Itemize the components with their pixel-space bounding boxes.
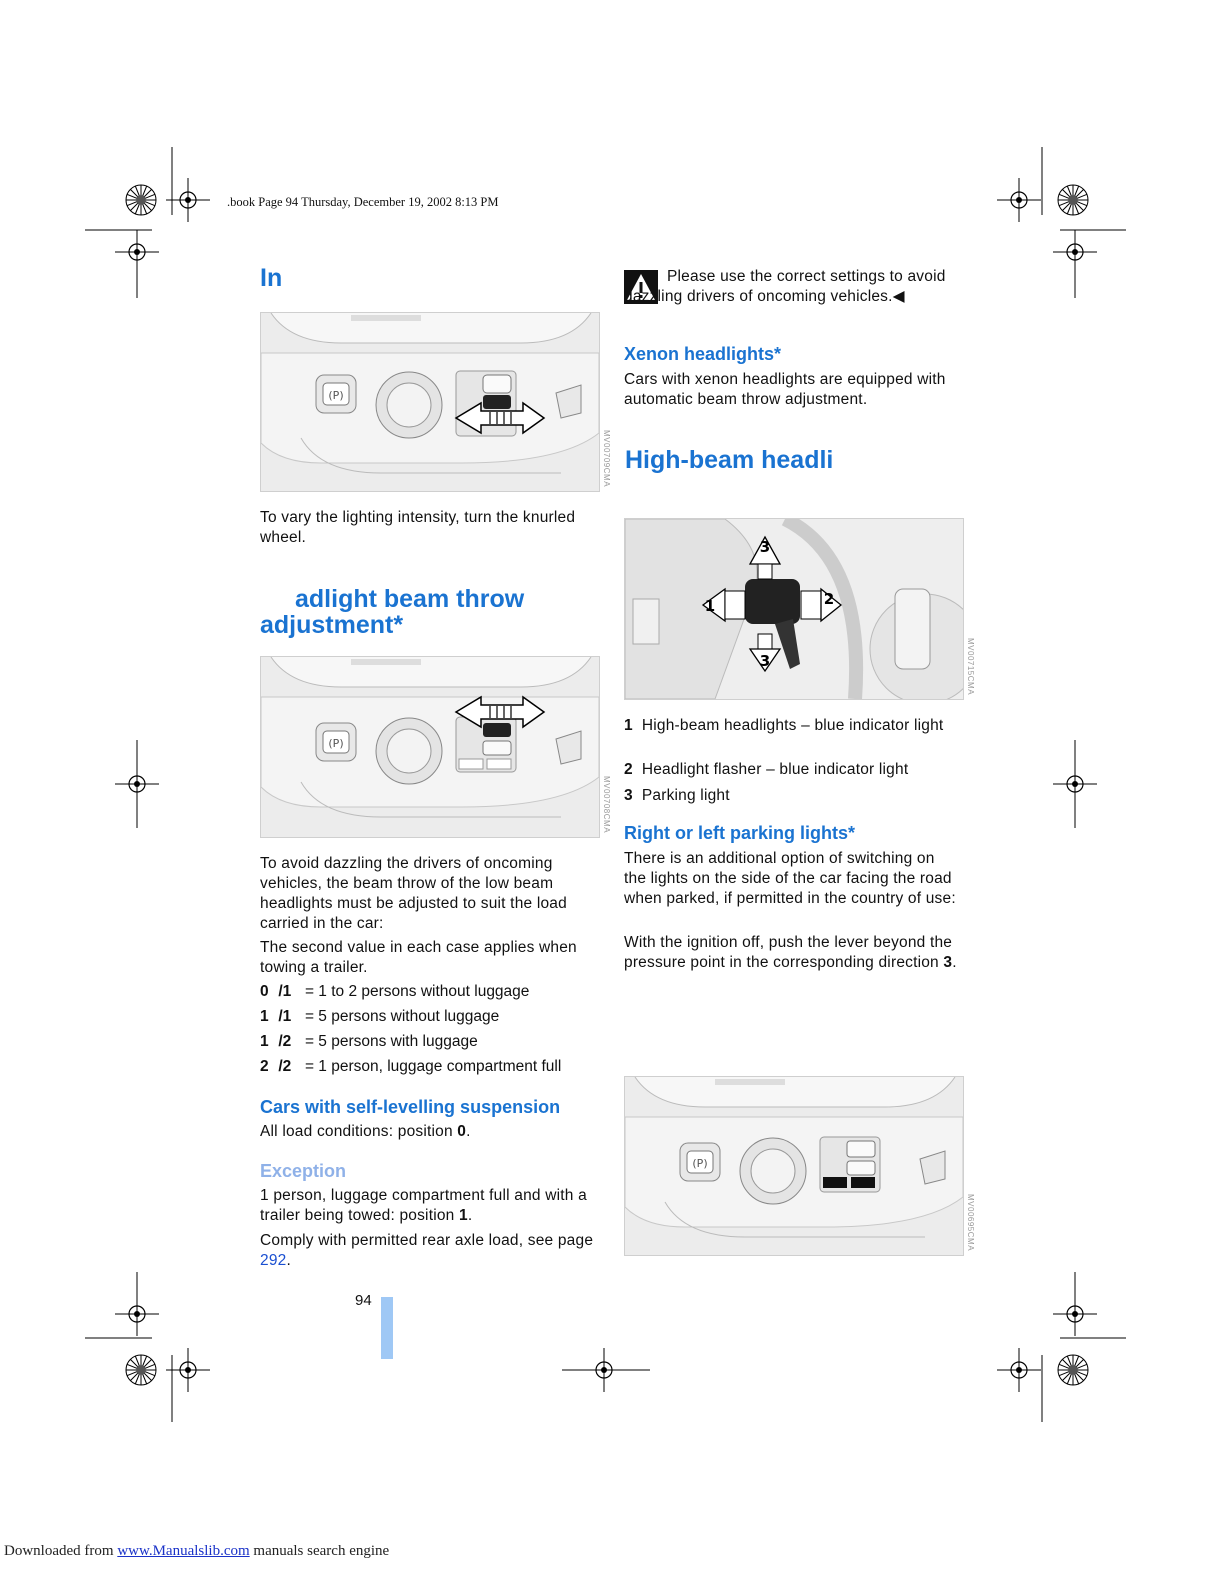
page-number: 94 bbox=[355, 1292, 372, 1309]
figure-code-4: MV00695CMA bbox=[966, 1194, 975, 1252]
callout-3-bottom: 3 bbox=[759, 652, 771, 670]
legend-item: 1 High-beam headlights – blue indicator light bbox=[624, 717, 944, 734]
setting-second-value: 2 bbox=[282, 1058, 292, 1075]
svg-text:(P): (P) bbox=[692, 1157, 708, 1170]
legend-item: 2 Headlight flasher – blue indicator light bbox=[624, 761, 909, 778]
section-title-beam-throw-1: adlight beam throw bbox=[295, 585, 525, 613]
load-setting-row: 0 /1 = 1 to 2 persons without luggage bbox=[260, 983, 530, 1000]
page-link[interactable]: 292 bbox=[260, 1252, 287, 1269]
para-all-load-conditions: All load conditions: position 0. bbox=[260, 1123, 471, 1140]
legend-item: 3 Parking light bbox=[624, 787, 730, 804]
para-comply: Comply with permitted rear axle load, see page 292. bbox=[260, 1232, 594, 1269]
setting-second-value: 1 bbox=[282, 1008, 292, 1025]
svg-text:(P): (P) bbox=[328, 389, 344, 402]
setting-description: 5 persons with luggage bbox=[318, 1033, 478, 1050]
callout-3-top: 3 bbox=[759, 538, 771, 556]
end-mark-icon: ◀ bbox=[892, 288, 905, 305]
para-exception: 1 person, luggage compartment full and with a trailer being towed: position 1. bbox=[260, 1187, 587, 1224]
figure-code-3: MV00715CMA bbox=[966, 638, 975, 696]
para-parking-2: With the ignition off, push the lever beyond the pressure point in the corresponding direction 3. bbox=[624, 934, 957, 971]
figure-code-1: MV00709CMA bbox=[602, 430, 611, 488]
setting-description: 1 person, luggage compartment full bbox=[318, 1058, 562, 1075]
callout-1: 1 bbox=[704, 597, 716, 615]
setting-first-value: 0 bbox=[260, 983, 269, 1000]
para-second-value: The second value in each case applies when towing a trailer. bbox=[260, 939, 577, 976]
callout-2: 2 bbox=[823, 590, 835, 608]
setting-second-value: 1 bbox=[282, 983, 292, 1000]
load-setting-row: 1 /2 = 5 persons with luggage bbox=[260, 1033, 478, 1050]
figure-lighting-switch-3 bbox=[624, 1076, 964, 1256]
para-xenon: Cars with xenon headlights are equipped with automatic beam throw adjustment. bbox=[624, 371, 946, 408]
section-title-high-beam: High-beam headli bbox=[625, 446, 834, 474]
footer: Downloaded from www.Manualslib.com manuals search engine bbox=[4, 1543, 390, 1559]
setting-first-value: 2 bbox=[260, 1058, 269, 1075]
subheading-self-levelling: Cars with self-levelling suspension bbox=[260, 1097, 561, 1117]
warning-text: Please use the correct settings to avoid dazzling drivers of oncoming vehicles.◀ bbox=[624, 268, 946, 305]
load-setting-row: 1 /1 = 5 persons without luggage bbox=[260, 1008, 500, 1025]
setting-first-value: 1 bbox=[260, 1033, 269, 1050]
section-title-instrument-lighting: In bbox=[260, 264, 283, 292]
setting-description: 1 to 2 persons without luggage bbox=[318, 983, 530, 1000]
subheading-exception: Exception bbox=[260, 1161, 347, 1181]
figure-high-beam-lever bbox=[624, 518, 964, 700]
manualslib-link[interactable]: www.Manualslib.com bbox=[117, 1543, 250, 1559]
section-title-beam-throw-2: adjustment* bbox=[260, 611, 404, 639]
setting-description: 5 persons without luggage bbox=[318, 1008, 500, 1025]
figure-lighting-switch-2 bbox=[260, 656, 600, 838]
svg-text:(P): (P) bbox=[328, 737, 344, 750]
subheading-parking-lights: Right or left parking lights* bbox=[624, 823, 856, 843]
para-parking-1: There is an additional option of switching on the lights on the side of the car facing the road when parked, if permitted in the country of use: bbox=[624, 850, 956, 907]
para-avoid-dazzling: To avoid dazzling the drivers of oncoming vehicles, the beam throw of the low beam headlights must be adjusted to suit the load carried in the car: bbox=[260, 855, 567, 932]
print-header: .book Page 94 Thursday, December 19, 2002 8:13 PM bbox=[227, 195, 499, 209]
figure-code-2: MV00708CMA bbox=[602, 776, 611, 834]
para-knurled-wheel: To vary the lighting intensity, turn the knurled wheel. bbox=[260, 509, 576, 546]
load-setting-row: 2 /2 = 1 person, luggage compartment full bbox=[260, 1058, 562, 1075]
page-tab bbox=[381, 1297, 393, 1359]
subheading-xenon: Xenon headlights* bbox=[624, 344, 782, 364]
setting-first-value: 1 bbox=[260, 1008, 269, 1025]
setting-second-value: 2 bbox=[282, 1033, 292, 1050]
figure-lighting-switch-1 bbox=[260, 312, 600, 492]
